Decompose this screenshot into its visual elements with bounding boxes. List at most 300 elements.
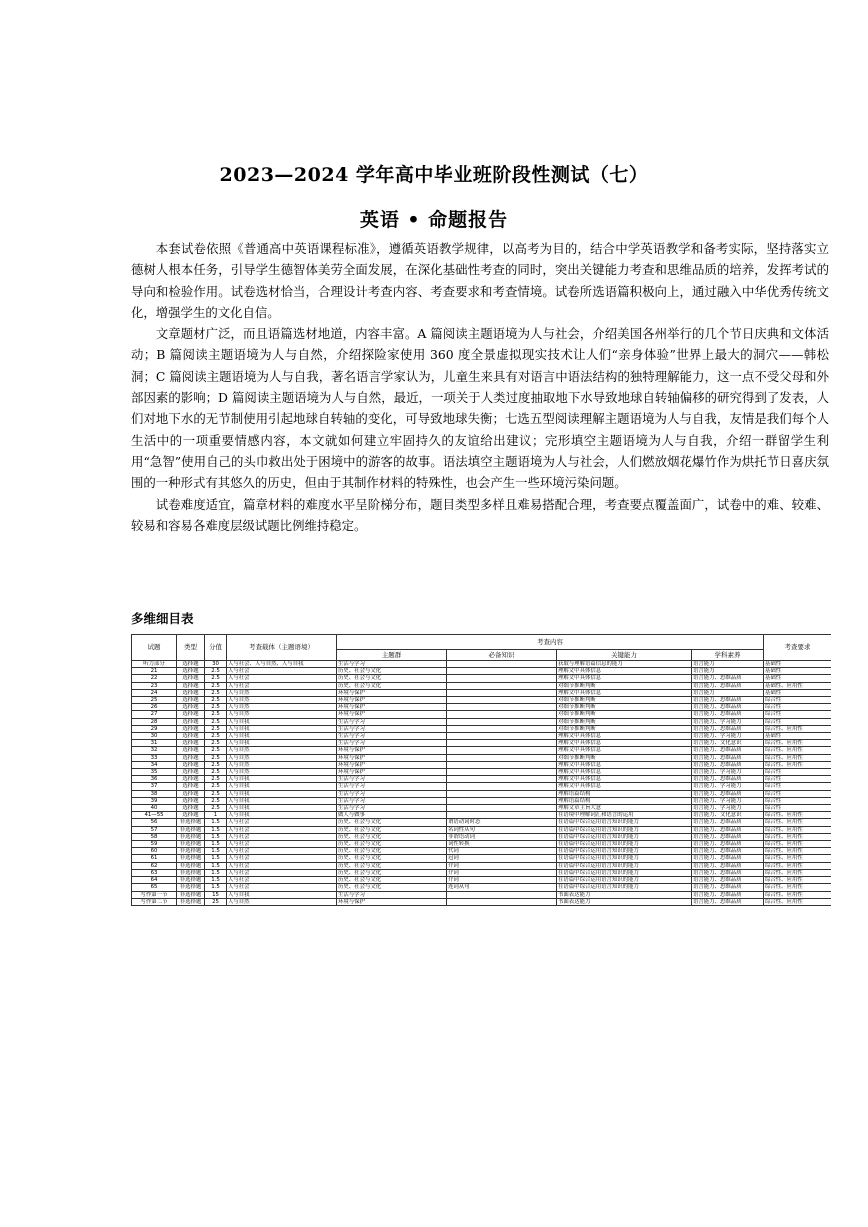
table-cell: 语言能力、思维品质 — [692, 754, 764, 761]
table-cell: 39 — [132, 797, 177, 804]
table-cell: 选择题 — [177, 675, 205, 682]
table-cell: 选择题 — [177, 711, 205, 718]
table-cell: 人与社会 — [227, 848, 337, 855]
table-cell: 2.5 — [205, 689, 227, 696]
table-cell: 综合性、应用性 — [764, 812, 832, 819]
table-cell: 2.5 — [205, 783, 227, 790]
table-cell: 理解文中具体信息 — [557, 761, 692, 768]
table-cell: 语言能力、思维品质 — [692, 862, 764, 869]
table-cell: 语言能力、思维品质 — [692, 848, 764, 855]
table-cell — [447, 661, 557, 668]
table-cell: 非选择题 — [177, 877, 205, 884]
report-body — [131, 238, 829, 536]
col-header: 考查载体（主题语境） — [227, 635, 337, 661]
table-cell: 理解文中具体信息 — [557, 733, 692, 740]
table-cell: 15 — [205, 891, 227, 898]
table-cell — [447, 790, 557, 797]
table-cell: 人与自然 — [227, 711, 337, 718]
table-cell: 综合性 — [764, 790, 832, 797]
table-row — [132, 711, 832, 718]
table-body — [132, 661, 832, 906]
table-cell: 63 — [132, 869, 177, 876]
table-cell: 语言能力、思维品质 — [692, 891, 764, 898]
table-cell: 在语篇中综合运用语言知识的能力 — [557, 862, 692, 869]
table-cell: 41—55 — [132, 812, 177, 819]
table-cell: 对细节推断判断 — [557, 718, 692, 725]
table-cell: 理解文中具体信息 — [557, 747, 692, 754]
table-cell: 写作第二节 — [132, 898, 177, 905]
table-cell: 27 — [132, 711, 177, 718]
table-cell: 选择题 — [177, 704, 205, 711]
table-cell: 1.5 — [205, 833, 227, 840]
table-cell: 语言能力、思维品质 — [692, 704, 764, 711]
table-cell: 名词性从句 — [447, 826, 557, 833]
table-cell: 人与自我 — [227, 718, 337, 725]
table-cell: 非谓语动词 — [447, 833, 557, 840]
table-cell: 选择题 — [177, 747, 205, 754]
table-cell — [447, 747, 557, 754]
table-cell: 2.5 — [205, 704, 227, 711]
table-cell: 理解文章主旨大意 — [557, 805, 692, 812]
table-cell: 综合性、应用性 — [764, 877, 832, 884]
table-cell: 环境与保护 — [337, 761, 447, 768]
table-cell: 人与社会 — [227, 855, 337, 862]
table-cell — [447, 668, 557, 675]
table-row — [132, 689, 832, 696]
table-cell: 人与自我 — [227, 891, 337, 898]
table-cell: 综合性 — [764, 783, 832, 790]
paragraph: 试卷难度适宜，篇章材料的难度水平呈阶梯分布，题目类型多样且难易搭配合理，考查要点覆盖面广，试卷中的难、较难、较易和容易各难度层级试题比例维持稳定。 — [131, 496, 829, 533]
table-row — [132, 841, 832, 848]
table-cell: 语言能力 — [692, 668, 764, 675]
table-cell: 65 — [132, 884, 177, 891]
table-cell: 语言能力、思维品质 — [692, 833, 764, 840]
table-cell: 26 — [132, 704, 177, 711]
table-cell: 基础性 — [764, 668, 832, 675]
table-cell: 语言能力、学习能力 — [692, 783, 764, 790]
table-cell: 综合性 — [764, 718, 832, 725]
table-cell: 人与自我 — [227, 812, 337, 819]
table-row — [132, 761, 832, 768]
table-cell — [447, 682, 557, 689]
table-cell: 人与自然 — [227, 747, 337, 754]
table-cell: 语言能力、思维品质 — [692, 675, 764, 682]
table-cell: 22 — [132, 675, 177, 682]
table-cell: 人与社会 — [227, 826, 337, 833]
table-cell: 2.5 — [205, 805, 227, 812]
table-cell: 语言能力、学习能力 — [692, 805, 764, 812]
table-cell — [447, 891, 557, 898]
table-cell: 28 — [132, 718, 177, 725]
table-cell: 25 — [132, 697, 177, 704]
table-cell: 理解语篇结构 — [557, 797, 692, 804]
table-cell: 理解文中具体信息 — [557, 689, 692, 696]
table-cell: 38 — [132, 790, 177, 797]
table-cell: 人与自然 — [227, 769, 337, 776]
table-cell: 语言能力、思维品质 — [692, 819, 764, 826]
table-cell: 在语篇中综合运用语言知识的能力 — [557, 877, 692, 884]
table-cell: 历史、社会与文化 — [337, 819, 447, 826]
table-cell: 语言能力、学习能力 — [692, 797, 764, 804]
table-cell: 语言能力、思维品质 — [692, 761, 764, 768]
table-cell: 在语篇中综合运用语言知识的能力 — [557, 848, 692, 855]
table-cell: 在语篇中综合运用语言知识的能力 — [557, 884, 692, 891]
table-cell: 历史、社会与文化 — [337, 682, 447, 689]
table-cell: 语言能力、思维品质 — [692, 898, 764, 905]
table-cell: 语言能力、思维品质 — [692, 725, 764, 732]
table-cell: 人与自我 — [227, 783, 337, 790]
table-cell: 1.5 — [205, 855, 227, 862]
table-cell: 介词 — [447, 877, 557, 884]
table-cell: 选择题 — [177, 812, 205, 819]
table-cell: 综合性 — [764, 776, 832, 783]
table-cell: 人与社会、人与自然、人与自我 — [227, 661, 337, 668]
table-cell — [447, 711, 557, 718]
table-cell: 人与自然 — [227, 754, 337, 761]
table-cell: 综合性、应用性 — [764, 848, 832, 855]
table-cell: 非选择题 — [177, 819, 205, 826]
table-row — [132, 733, 832, 740]
table-cell: 30 — [205, 661, 227, 668]
table-row — [132, 869, 832, 876]
paragraph: 文章题材广泛，而且语篇选材地道，内容丰富。A 篇阅读主题语境为人与社会，介绍美国各州举行的几个节日庆典和文体活动；B 篇阅读主题语境为人与自然，介绍探险家使用 360 度全景虚拟现实技术让人们“亲身体验”世界上最大的洞穴——韩松洞；C 篇阅读主题语境为人与自我，著名语言学家认为，儿童生来具有对语言中语法结构的独特理解能力，这一点不受父母和外部因素的影响；D 篇阅读主题语境为人与自然，最近，一项关于人类过度抽取地下水导致地球自转轴偏移的研究得到了发表，人们对地下水的无节制使用引起地球自转轴的变化，可导致地球失衡；七选五型阅读理解主题语境为人与自我，友情是我们每个人生活中的一项重要情感内容，本文就如何建立牢固持久的友谊给出建议；完形填空主题语境为人与自我，介绍一群留学生利用“急智”使用自己的头巾救出处于困境中的游客的故事。语法填空主题语境为人与社会，人们燃放烟花爆竹作为烘托节日喜庆氛围的一种形式有其悠久的历史，但由于其制作材料的特殊性，也会产生一些环境污染问题。 — [131, 326, 829, 491]
table-cell: 理解语篇结构 — [557, 790, 692, 797]
table-cell — [447, 805, 557, 812]
table-cell: 选择题 — [177, 718, 205, 725]
table-cell: 环境与保护 — [337, 747, 447, 754]
table-cell: 1.5 — [205, 841, 227, 848]
table-cell: 人与社会 — [227, 841, 337, 848]
table-cell: 1.5 — [205, 848, 227, 855]
table-cell: 历史、社会与文化 — [337, 841, 447, 848]
table-cell — [447, 797, 557, 804]
table-cell: 在语篇中综合运用语言知识的能力 — [557, 819, 692, 826]
table-cell: 2.5 — [205, 668, 227, 675]
table-cell: 人与社会 — [227, 682, 337, 689]
table-row — [132, 826, 832, 833]
table-row — [132, 776, 832, 783]
table-cell: 1.5 — [205, 826, 227, 833]
table-cell: 综合性 — [764, 769, 832, 776]
table-cell: 历史、社会与文化 — [337, 848, 447, 855]
table-cell: 64 — [132, 877, 177, 884]
table-cell: 环境与保护 — [337, 689, 447, 696]
col-header: 主题群 — [337, 650, 447, 661]
table-cell: 选择题 — [177, 797, 205, 804]
table-cell — [447, 769, 557, 776]
table-cell: 理解文中具体信息 — [557, 668, 692, 675]
table-row — [132, 725, 832, 732]
table-cell: 2.5 — [205, 747, 227, 754]
table-cell: 人与社会 — [227, 869, 337, 876]
table-cell: 1.5 — [205, 862, 227, 869]
table-cell: 在语篇中综合运用语言知识的能力 — [557, 855, 692, 862]
table-cell — [447, 725, 557, 732]
col-header: 类型 — [177, 635, 205, 661]
table-cell: 语言能力、思维品质 — [692, 682, 764, 689]
table-cell: 2.5 — [205, 711, 227, 718]
table-cell: 环境与保护 — [337, 697, 447, 704]
table-row — [132, 848, 832, 855]
table-cell: 获取与理解语篇信息的能力 — [557, 661, 692, 668]
table-row — [132, 812, 832, 819]
table-cell — [447, 754, 557, 761]
table-cell: 2.5 — [205, 776, 227, 783]
table-row — [132, 819, 832, 826]
table-cell: 语言能力、思维品质 — [692, 841, 764, 848]
table-cell: 做人与做事 — [337, 812, 447, 819]
table-cell: 生活与学习 — [337, 740, 447, 747]
table-cell: 代词 — [447, 848, 557, 855]
table-cell: 人与自我 — [227, 797, 337, 804]
table-cell: 人与自我 — [227, 776, 337, 783]
table-cell: 综合性、应用性 — [764, 862, 832, 869]
table-row — [132, 697, 832, 704]
table-row — [132, 790, 832, 797]
table-cell: 综合性、应用性 — [764, 761, 832, 768]
table-cell: 非选择题 — [177, 869, 205, 876]
table-row — [132, 740, 832, 747]
table-cell: 历史、社会与文化 — [337, 855, 447, 862]
section-title: 多维细目表 — [131, 611, 194, 626]
table-cell: 在语篇中综合运用语言知识的能力 — [557, 833, 692, 840]
table-cell: 58 — [132, 833, 177, 840]
table-cell: 23 — [132, 682, 177, 689]
table-cell: 基础性 — [764, 661, 832, 668]
spec-table — [131, 634, 831, 906]
table-cell: 62 — [132, 862, 177, 869]
table-cell: 综合性 — [764, 711, 832, 718]
table-cell: 非选择题 — [177, 833, 205, 840]
table-cell: 生活与学习 — [337, 891, 447, 898]
table-cell: 综合性、应用性 — [764, 869, 832, 876]
table-cell: 对细节推断判断 — [557, 754, 692, 761]
table-cell: 32 — [132, 747, 177, 754]
table-cell: 对细节推断判断 — [557, 682, 692, 689]
table-cell: 1.5 — [205, 884, 227, 891]
table-cell — [447, 761, 557, 768]
table-cell: 人与社会 — [227, 884, 337, 891]
table-cell: 1.5 — [205, 877, 227, 884]
col-header: 考查要求 — [764, 635, 832, 661]
table-cell: 环境与保护 — [337, 704, 447, 711]
table-cell: 听力部分 — [132, 661, 177, 668]
table-cell: 基础性 — [764, 733, 832, 740]
table-cell: 选择题 — [177, 725, 205, 732]
table-cell: 人与社会 — [227, 833, 337, 840]
table-row — [132, 862, 832, 869]
table-cell: 60 — [132, 848, 177, 855]
table-cell: 人与自然 — [227, 704, 337, 711]
table-cell: 人与社会 — [227, 675, 337, 682]
table-cell: 人与自我 — [227, 790, 337, 797]
table-cell — [447, 898, 557, 905]
table-cell: 2.5 — [205, 797, 227, 804]
table-cell: 语言能力、学习能力 — [692, 769, 764, 776]
table-cell: 语言能力 — [692, 689, 764, 696]
table-cell: 34 — [132, 761, 177, 768]
table-cell: 历史、社会与文化 — [337, 833, 447, 840]
spec-table-container — [131, 634, 831, 956]
table-cell: 非选择题 — [177, 891, 205, 898]
group-header: 考查内容 — [337, 635, 764, 650]
col-header: 分值 — [205, 635, 227, 661]
table-cell — [447, 740, 557, 747]
table-cell: 对细节推断判断 — [557, 725, 692, 732]
table-row — [132, 769, 832, 776]
table-cell — [447, 697, 557, 704]
table-cell: 语言能力、思维品质 — [692, 869, 764, 876]
table-cell: 在语境中理解词汇和语言的运用 — [557, 812, 692, 819]
table-cell: 人与自我 — [227, 805, 337, 812]
table-cell: 2.5 — [205, 718, 227, 725]
document-title: 2023—2024 学年高中毕业班阶段性测试（七） — [219, 164, 649, 186]
table-cell: 非选择题 — [177, 884, 205, 891]
table-cell: 人与社会 — [227, 862, 337, 869]
table-cell: 语言能力、学习能力 — [692, 733, 764, 740]
table-cell: 综合性、应用性 — [764, 884, 832, 891]
table-cell: 选择题 — [177, 769, 205, 776]
table-cell: 生活与学习 — [337, 790, 447, 797]
table-cell: 综合性、应用性 — [764, 826, 832, 833]
table-cell: 基础性 — [764, 689, 832, 696]
table-row — [132, 797, 832, 804]
table-cell: 综合性、应用性 — [764, 819, 832, 826]
table-cell: 2.5 — [205, 754, 227, 761]
table-cell — [447, 689, 557, 696]
table-cell — [447, 783, 557, 790]
table-cell: 理解文中具体信息 — [557, 783, 692, 790]
table-cell: 2.5 — [205, 697, 227, 704]
table-row — [132, 833, 832, 840]
table-row — [132, 718, 832, 725]
table-cell: 生活与学习 — [337, 733, 447, 740]
table-cell: 综合性、应用性 — [764, 891, 832, 898]
table-cell: 选择题 — [177, 783, 205, 790]
table-cell: 对细节推断判断 — [557, 697, 692, 704]
table-cell: 写作第一节 — [132, 891, 177, 898]
table-row — [132, 805, 832, 812]
table-cell: 冠词 — [447, 855, 557, 862]
table-cell: 历史、社会与文化 — [337, 862, 447, 869]
table-cell: 理解文中具体信息 — [557, 776, 692, 783]
table-cell: 59 — [132, 841, 177, 848]
table-cell: 综合性 — [764, 704, 832, 711]
table-row — [132, 884, 832, 891]
table-row — [132, 661, 832, 668]
table-cell: 语言能力、思维品质 — [692, 776, 764, 783]
table-cell: 选择题 — [177, 790, 205, 797]
table-cell: 25 — [205, 898, 227, 905]
table-cell: 语言能力、思维品质 — [692, 855, 764, 862]
table-cell: 谓语动词时态 — [447, 819, 557, 826]
table-cell: 24 — [132, 689, 177, 696]
table-cell: 综合性、应用性 — [764, 725, 832, 732]
table-cell: 选择题 — [177, 682, 205, 689]
table-cell — [447, 776, 557, 783]
table-cell: 1.5 — [205, 869, 227, 876]
table-cell: 57 — [132, 826, 177, 833]
col-header: 关键能力 — [557, 650, 692, 661]
table-cell: 选择题 — [177, 776, 205, 783]
table-cell — [447, 733, 557, 740]
document-subtitle: 英语 • 命题报告 — [359, 209, 509, 231]
table-cell: 历史、社会与文化 — [337, 877, 447, 884]
table-cell: 37 — [132, 783, 177, 790]
table-cell: 人与自然 — [227, 689, 337, 696]
table-cell: 2.5 — [205, 761, 227, 768]
table-cell — [447, 704, 557, 711]
table-cell: 33 — [132, 754, 177, 761]
table-cell: 56 — [132, 819, 177, 826]
table-cell: 环境与保护 — [337, 769, 447, 776]
table-cell: 人与自然 — [227, 697, 337, 704]
table-cell — [447, 812, 557, 819]
table-cell: 2.5 — [205, 725, 227, 732]
table-cell: 人与自我 — [227, 725, 337, 732]
table-row — [132, 704, 832, 711]
col-header: 学科素养 — [692, 650, 764, 661]
table-cell: 理解文中具体信息 — [557, 675, 692, 682]
table-cell: 30 — [132, 733, 177, 740]
table-cell: 历史、社会与文化 — [337, 668, 447, 675]
table-cell: 语言能力、文化意识 — [692, 740, 764, 747]
table-cell: 选择题 — [177, 661, 205, 668]
table-cell: 29 — [132, 725, 177, 732]
table-cell: 61 — [132, 855, 177, 862]
table-cell: 语言能力、思维品质 — [692, 697, 764, 704]
col-header: 必备知识 — [447, 650, 557, 661]
table-cell: 选择题 — [177, 668, 205, 675]
table-cell: 35 — [132, 769, 177, 776]
table-cell: 在语篇中综合运用语言知识的能力 — [557, 826, 692, 833]
table-cell: 历史、社会与文化 — [337, 826, 447, 833]
table-cell: 31 — [132, 740, 177, 747]
table-cell: 人与自然 — [227, 761, 337, 768]
table-cell: 环境与保护 — [337, 711, 447, 718]
table-cell: 环境与保护 — [337, 754, 447, 761]
table-row — [132, 668, 832, 675]
table-cell: 介词 — [447, 862, 557, 869]
table-cell: 语言能力、思维品质 — [692, 790, 764, 797]
table-cell: 语言能力、文化意识 — [692, 812, 764, 819]
table-row — [132, 898, 832, 905]
table-cell: 2.5 — [205, 733, 227, 740]
table-cell: 选择题 — [177, 754, 205, 761]
table-cell: 书面表达能力 — [557, 891, 692, 898]
table-cell: 综合性、应用性 — [764, 841, 832, 848]
table-cell: 2.5 — [205, 682, 227, 689]
table-cell: 综合性、应用性 — [764, 747, 832, 754]
table-cell: 生活与学习 — [337, 718, 447, 725]
table-cell — [447, 718, 557, 725]
table-cell: 选择题 — [177, 740, 205, 747]
table-cell: 36 — [132, 776, 177, 783]
table-cell: 选择题 — [177, 761, 205, 768]
table-cell: 综合性、应用性 — [764, 833, 832, 840]
table-cell: 综合性、应用性 — [764, 855, 832, 862]
table-cell: 语言能力、思维品质 — [692, 826, 764, 833]
table-cell: 选择题 — [177, 733, 205, 740]
table-cell: 语言能力、思维品质 — [692, 711, 764, 718]
table-cell: 环境与保护 — [337, 898, 447, 905]
table-cell: 理解文中具体信息 — [557, 769, 692, 776]
table-cell: 选择题 — [177, 697, 205, 704]
table-cell: 语言能力、学习能力 — [692, 718, 764, 725]
table-cell: 语言能力、思维品质 — [692, 884, 764, 891]
table-cell: 综合性 — [764, 797, 832, 804]
table-cell: 40 — [132, 805, 177, 812]
